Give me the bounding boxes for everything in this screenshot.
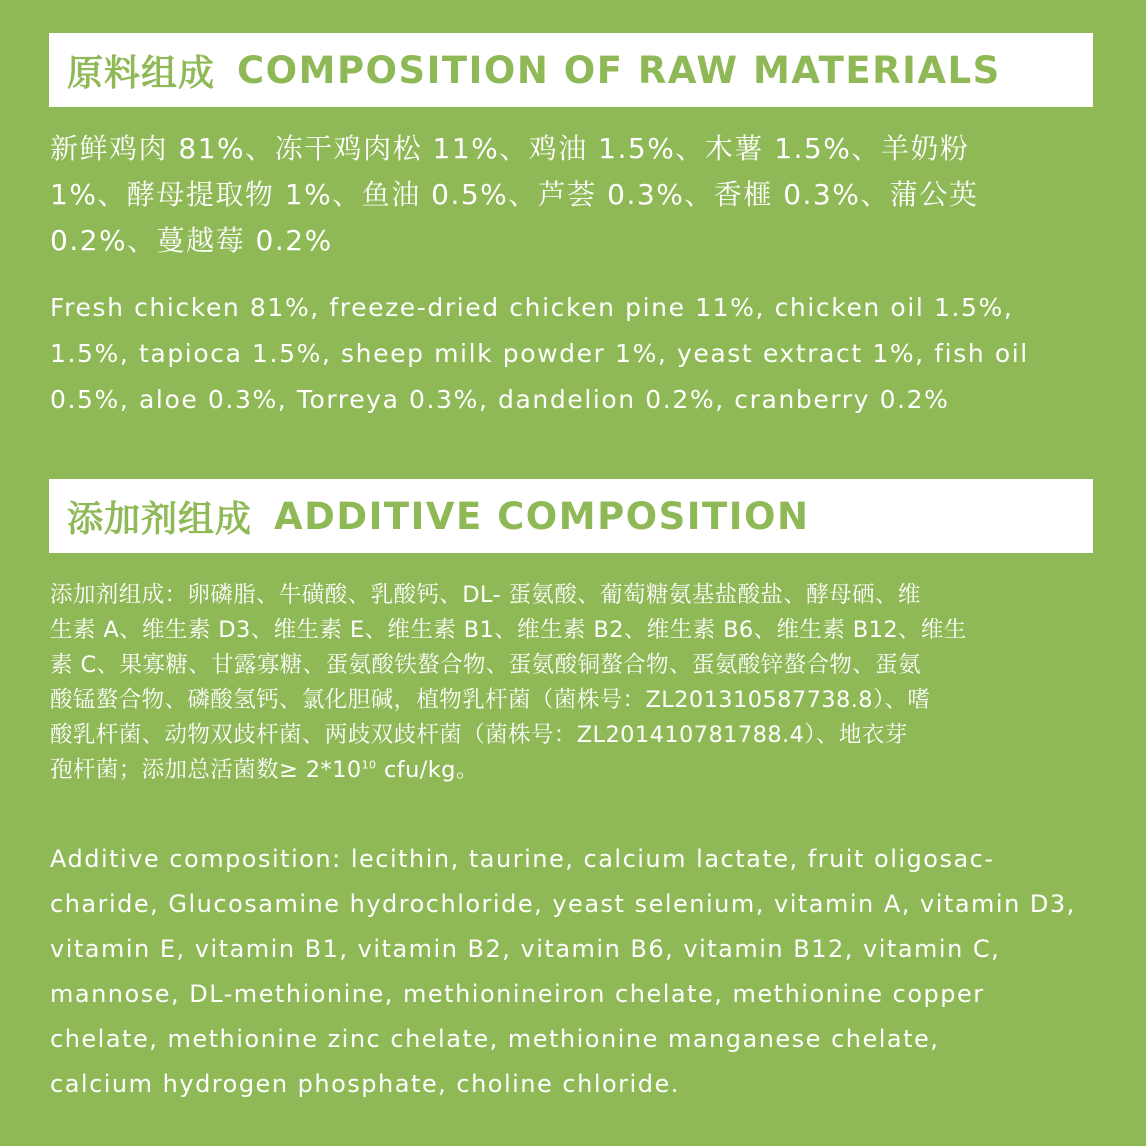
additive-en-text [50,837,1096,1107]
additive-cn-last-text: 孢杆菌；添加总活菌数≥ 2*10 [50,757,362,783]
additive-title-en: ADDITIVE COMPOSITION [274,494,810,538]
raw-en-line: Fresh chicken 81%, freeze-dried chicken pine 11%, chicken oil 1.5%, [50,293,1014,322]
additive-header [49,479,1093,553]
raw-cn-line: 1%、酵母提取物 1%、鱼油 0.5%、芦荟 0.3%、香榧 0.3%、蒲公英 [50,178,979,211]
additive-cn-last-unit: cfu/kg。 [376,757,479,783]
raw-materials-title-cn: 原料组成 [67,52,216,94]
raw-en-line: 1.5%, tapioca 1.5%, sheep milk powder 1%, yeast extract 1%, fish oil [50,339,1029,368]
raw-materials-title-en: COMPOSITION OF RAW MATERIALS [237,48,1001,92]
additive-cn-line: 添加剂组成：卵磷脂、牛磺酸、乳酸钙、DL- 蛋氨酸、葡萄糖氨基盐酸盐、酵母硒、维 [50,582,921,608]
additive-cn-text [50,578,1096,788]
additive-en-line: mannose, DL-methionine, methionineiron chelate, methionine copper [50,980,985,1008]
raw-en-line: 0.5%, aloe 0.3%, Torreya 0.3%, dandelion 0.2%, cranberry 0.2% [50,385,950,414]
raw-materials-en-text [50,285,1096,423]
additive-en-line: chelate, methionine zinc chelate, methionine manganese chelate, [50,1025,940,1053]
additive-cn-line: 酸锰螯合物、磷酸氢钙、氯化胆碱，植物乳杆菌（菌株号：ZL201310587738.8）、嗜 [50,687,931,713]
additive-en-line: vitamin E, vitamin B1, vitamin B2, vitamin B6, vitamin B12, vitamin C, [50,935,1001,963]
raw-cn-line: 0.2%、蔓越莓 0.2% [50,224,333,257]
additive-en-line: charide, Glucosamine hydrochloride, yeast selenium, vitamin A, vitamin D3, [50,890,1076,918]
additive-en-line: Additive composition: lecithin, taurine, calcium lactate, fruit oligosac- [50,845,995,873]
additive-en-line: calcium hydrogen phosphate, choline chloride. [50,1070,680,1098]
additive-cn-last-line [50,753,1096,788]
additive-cn-line: 生素 A、维生素 D3、维生素 E、维生素 B1、维生素 B2、维生素 B6、维生素 B12、维生 [50,617,967,643]
raw-materials-header [49,33,1093,107]
additive-cn-line: 酸乳杆菌、动物双歧杆菌、两歧双歧杆菌（菌株号：ZL201410781788.4）、地衣芽 [50,722,908,748]
raw-cn-line: 新鲜鸡肉 81%、冻干鸡肉松 11%、鸡油 1.5%、木薯 1.5%、羊奶粉 [50,132,970,165]
exponent-superscript: 10 [361,758,377,772]
raw-materials-cn-text [50,126,1096,264]
additive-cn-line: 素 C、果寡糖、甘露寡糖、蛋氨酸铁螯合物、蛋氨酸铜螯合物、蛋氨酸锌螯合物、蛋氨 [50,652,921,678]
additive-title-cn: 添加剂组成 [67,498,253,540]
